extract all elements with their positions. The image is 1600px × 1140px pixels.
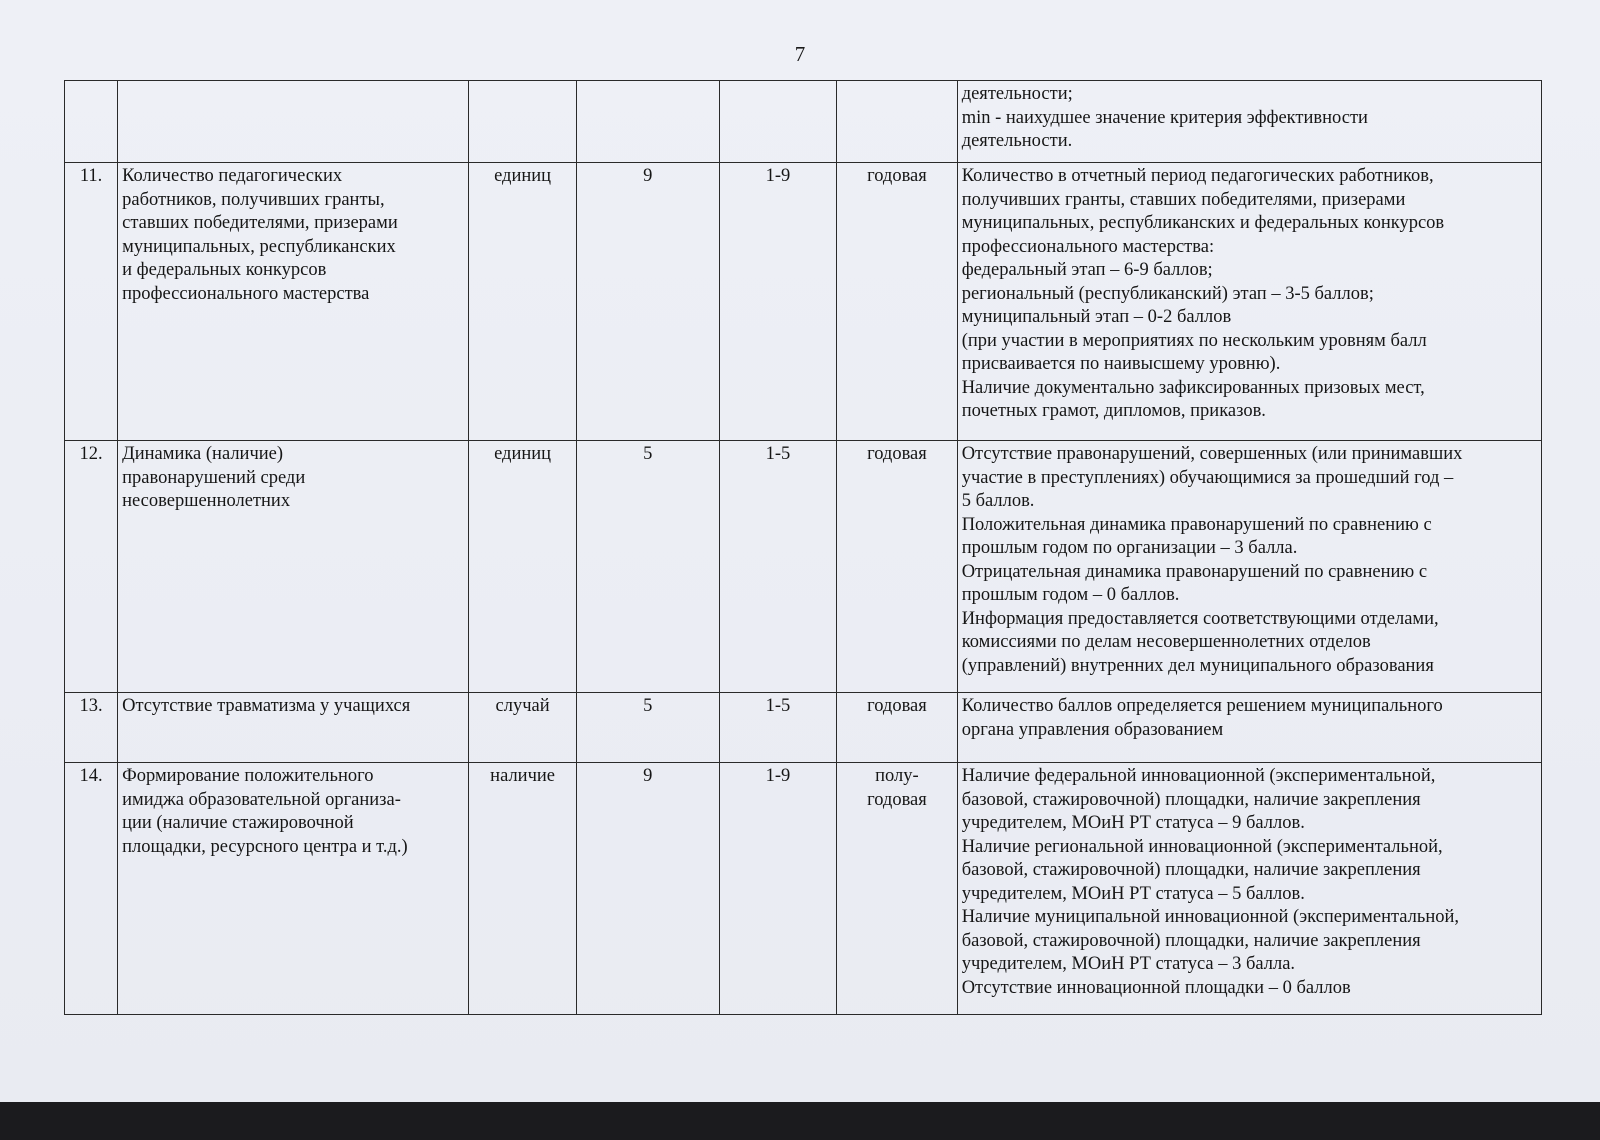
cell-unit: случай xyxy=(469,693,576,763)
cell-num: 12. xyxy=(65,441,118,693)
cell-unit: единиц xyxy=(469,163,576,441)
description-line: профессионального мастерства: xyxy=(961,236,1215,257)
cell-unit: наличие xyxy=(469,763,576,1015)
description-line: Отсутствие правонарушений, совершенных (или принимавших xyxy=(961,444,1463,464)
cell-num: 13. xyxy=(65,693,118,763)
name-line: работников, получивших гранты, xyxy=(122,189,385,210)
table-row-continuation xyxy=(65,81,1542,163)
description-line: (управлений) внутренних дел муниципального образования xyxy=(961,655,1434,676)
period-line: полу- xyxy=(875,766,919,786)
description-line: участие в преступлениях) обучающимися за прошедший год – xyxy=(961,467,1454,488)
cell-period xyxy=(837,441,958,693)
cell-range: 1-9 xyxy=(719,163,836,441)
description-line: федеральный этап – 6-9 баллов; xyxy=(961,260,1213,280)
table-row-14 xyxy=(65,763,1542,1015)
description-line: присваивается по наивысшему уровню). xyxy=(961,354,1281,374)
description-line: деятельности; xyxy=(961,84,1073,104)
cell-period xyxy=(837,763,958,1015)
description-line: деятельности. xyxy=(961,131,1073,151)
cell-max-score: 9 xyxy=(576,163,719,441)
cell-name xyxy=(118,81,469,163)
period-line: годовая xyxy=(867,166,927,186)
description-line: Наличие муниципальной инновационной (экспериментальной, xyxy=(961,907,1460,927)
cell-max-score: 9 xyxy=(576,763,719,1015)
description-line: (при участии в мероприятиях по нескольким уровням балл xyxy=(961,330,1427,351)
period-line: годовая xyxy=(867,444,927,464)
description-line: региональный (республиканский) этап – 3-5 баллов; xyxy=(961,283,1374,304)
page-number: 7 xyxy=(794,42,806,66)
criteria-table xyxy=(64,80,1542,1015)
description-line: органа управления образованием xyxy=(961,719,1224,740)
description-line: учредителем, МОиН РТ статуса – 9 баллов. xyxy=(961,813,1305,833)
cell-num xyxy=(65,81,118,163)
cell-period xyxy=(837,163,958,441)
cell-name xyxy=(118,441,469,693)
description-line: учредителем, МОиН РТ статуса – 3 балла. xyxy=(961,954,1296,974)
cell-range: 1-9 xyxy=(719,763,836,1015)
name-line: Количество педагогических xyxy=(122,166,343,186)
cell-max-score: 5 xyxy=(576,441,719,693)
cell-description xyxy=(957,763,1541,1015)
name-line: Формирование положительного xyxy=(122,766,374,786)
description-line: учредителем, МОиН РТ статуса – 5 баллов. xyxy=(961,883,1305,904)
description-line: Положительная динамика правонарушений по сравнению с xyxy=(961,514,1432,535)
description-line: прошлым годом – 0 баллов. xyxy=(961,585,1180,605)
cell-max-score: 5 xyxy=(576,693,719,763)
cell-unit xyxy=(469,81,576,163)
cell-description xyxy=(957,441,1541,693)
description-line: 5 баллов. xyxy=(961,491,1035,511)
cell-range xyxy=(719,81,836,163)
name-line: Отсутствие травматизма у учащихся xyxy=(122,696,411,716)
description-line: базовой, стажировочной) площадки, наличие закрепления xyxy=(961,789,1421,810)
description-line: комиссиями по делам несовершеннолетних отделов xyxy=(961,632,1371,652)
cell-period xyxy=(837,693,958,763)
cell-description xyxy=(957,81,1541,163)
name-line: несовершеннолетних xyxy=(122,491,291,511)
cell-num: 11. xyxy=(65,163,118,441)
cell-name xyxy=(118,693,469,763)
description-line: min - наихудшее значение критерия эффективности xyxy=(961,107,1368,128)
name-line: площадки, ресурсного центра и т.д.) xyxy=(122,836,408,857)
description-line: Количество в отчетный период педагогических работников, xyxy=(961,166,1434,186)
description-line: Отсутствие инновационной площадки – 0 баллов xyxy=(961,977,1351,998)
description-line: муниципальных, республиканских и федеральных конкурсов xyxy=(961,213,1445,233)
name-line: профессионального мастерства xyxy=(122,283,370,304)
description-line: Наличие документально зафиксированных призовых мест, xyxy=(961,377,1425,398)
description-line: Количество баллов определяется решением муниципального xyxy=(961,696,1443,716)
description-line: базовой, стажировочной) площадки, наличие закрепления xyxy=(961,860,1421,880)
description-line: прошлым годом по организации – 3 балла. xyxy=(961,538,1298,558)
cell-period xyxy=(837,81,958,163)
period-line: годовая xyxy=(867,696,927,716)
table-row-11 xyxy=(65,163,1542,441)
cell-range: 1-5 xyxy=(719,441,836,693)
name-line: ставших победителями, призерами xyxy=(122,213,398,233)
description-line: получивших гранты, ставших победителями, призерами xyxy=(961,189,1406,210)
cell-name xyxy=(118,163,469,441)
cell-max-score xyxy=(576,81,719,163)
table-row-12 xyxy=(65,441,1542,693)
cell-description xyxy=(957,163,1541,441)
cell-range: 1-5 xyxy=(719,693,836,763)
name-line: и федеральных конкурсов xyxy=(122,260,327,280)
name-line: муниципальных, республиканских xyxy=(122,236,396,257)
description-line: муниципальный этап – 0-2 баллов xyxy=(961,307,1232,327)
cell-name xyxy=(118,763,469,1015)
cell-num: 14. xyxy=(65,763,118,1015)
description-line: Информация предоставляется соответствующими отделами, xyxy=(961,608,1439,629)
table-row-13 xyxy=(65,693,1542,763)
cell-unit: единиц xyxy=(469,441,576,693)
name-line: правонарушений среди xyxy=(122,467,306,488)
name-line: имиджа образовательной организа- xyxy=(122,789,401,810)
description-line: Наличие региональной инновационной (экспериментальной, xyxy=(961,836,1443,857)
description-line: базовой, стажировочной) площадки, наличие закрепления xyxy=(961,930,1421,951)
cell-description xyxy=(957,693,1541,763)
period-line: годовая xyxy=(867,789,927,810)
name-line: Динамика (наличие) xyxy=(122,444,284,464)
name-line: ции (наличие стажировочной xyxy=(122,813,354,833)
description-line: почетных грамот, дипломов, приказов. xyxy=(961,401,1266,421)
description-line: Отрицательная динамика правонарушений по сравнению с xyxy=(961,561,1428,582)
description-line: Наличие федеральной инновационной (экспериментальной, xyxy=(961,766,1436,786)
